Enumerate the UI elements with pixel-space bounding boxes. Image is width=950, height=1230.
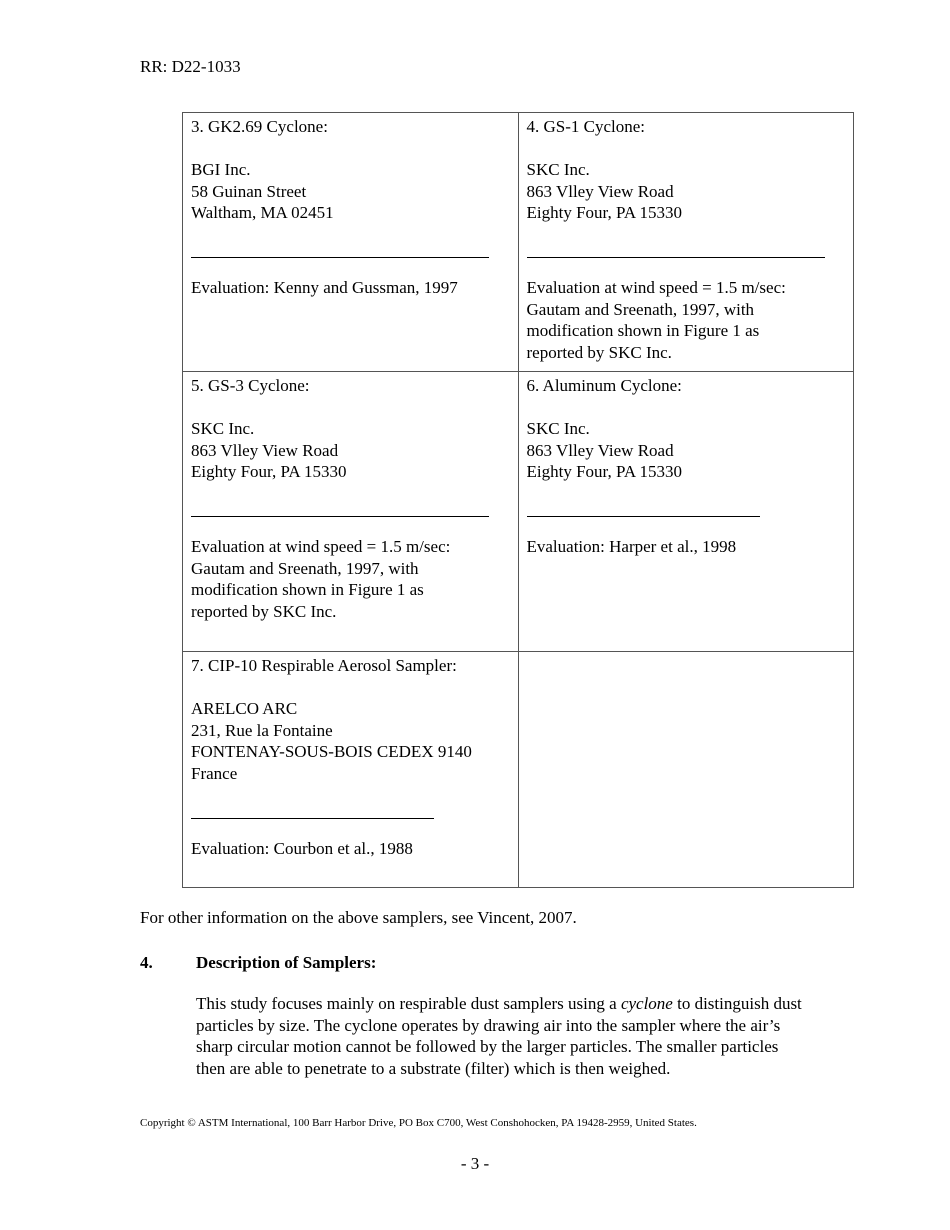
divider-rule <box>191 257 489 258</box>
samplers-table <box>182 112 854 888</box>
sampler-address-line: 58 Guinan Street <box>191 181 307 201</box>
page-number: - 3 - <box>460 1154 490 1173</box>
paragraph-text: This study focuses mainly on respirable dust samplers using a <box>196 994 617 1013</box>
sampler-title: 4. GS-1 Cyclone: <box>526 117 646 136</box>
section-paragraph <box>196 993 806 1079</box>
empty-cell <box>518 652 854 888</box>
sampler-address-line: Eighty Four, PA 15330 <box>526 203 682 222</box>
sampler-address-line: SKC Inc. <box>526 160 590 179</box>
sampler-evaluation: modification shown in Figure 1 as <box>526 321 760 340</box>
section-number: 4. <box>140 953 153 972</box>
sampler-evaluation: Evaluation: Kenny and Gussman, 1997 <box>191 278 458 297</box>
sampler-evaluation: Gautam and Sreenath, 1997, with <box>526 299 755 319</box>
sampler-address-line: France <box>191 763 238 783</box>
sampler-address-line: 863 Vlley View Road <box>526 181 674 201</box>
sampler-title: 3. GK2.69 Cyclone: <box>191 117 328 136</box>
sampler-cell-5 <box>183 372 519 652</box>
document-reference: RR: D22-1033 <box>140 57 241 76</box>
sampler-address-line: Eighty Four, PA 15330 <box>191 462 347 481</box>
table-row <box>183 113 854 372</box>
sampler-address-line: SKC Inc. <box>191 419 255 438</box>
sampler-evaluation: Evaluation at wind speed = 1.5 m/sec: <box>526 278 786 297</box>
sampler-title: 7. CIP-10 Respirable Aerosol Sampler: <box>191 656 457 675</box>
sampler-evaluation: Evaluation: Courbon et al., 1988 <box>191 838 413 858</box>
sampler-cell-7 <box>183 652 519 888</box>
divider-rule <box>527 257 825 258</box>
sampler-address-line: 863 Vlley View Road <box>191 440 339 460</box>
sampler-address-line: SKC Inc. <box>526 419 590 438</box>
divider-rule <box>191 818 434 819</box>
table-row <box>183 652 854 888</box>
sampler-title: 6. Aluminum Cyclone: <box>526 376 682 395</box>
sampler-evaluation: modification shown in Figure 1 as <box>191 580 424 599</box>
sampler-cell-3 <box>183 113 519 372</box>
sampler-address-line: 863 Vlley View Road <box>526 440 674 460</box>
reference-note: For other information on the above samplers, see Vincent, 2007. <box>140 908 577 927</box>
table-row <box>183 372 854 652</box>
divider-rule <box>527 516 760 517</box>
sampler-evaluation: Gautam and Sreenath, 1997, with <box>191 558 419 578</box>
sampler-title: 5. GS-3 Cyclone: <box>191 376 310 395</box>
sampler-address-line: 231, Rue la Fontaine <box>191 720 333 740</box>
copyright-notice: Copyright © ASTM International, 100 Barr Harbor Drive, PO Box C700, West Conshohocken, PA 19428-2959, United States. <box>140 1117 697 1129</box>
divider-rule <box>191 516 489 517</box>
sampler-address-line: Waltham, MA 02451 <box>191 203 334 222</box>
sampler-evaluation: reported by SKC Inc. <box>526 342 672 362</box>
sampler-cell-4 <box>518 113 854 372</box>
sampler-address-line: FONTENAY-SOUS-BOIS CEDEX 9140 <box>191 742 472 761</box>
sampler-address-line: BGI Inc. <box>191 160 251 179</box>
sampler-evaluation: Evaluation: Harper et al., 1998 <box>526 537 737 556</box>
paragraph-text: to distinguish dust particles by size. The cyclone operates by drawing air into the sampler where the air’s sharp circular motion cannot be followed by the larger particles. The smaller particles then are able to penetrate to a substrate (filter) which is then weighed. <box>196 994 802 1078</box>
section-heading <box>140 953 376 973</box>
sampler-address-line: Eighty Four, PA 15330 <box>526 462 682 481</box>
sampler-evaluation: reported by SKC Inc. <box>191 601 337 621</box>
sampler-cell-6 <box>518 372 854 652</box>
paragraph-emphasis: cyclone <box>620 994 673 1013</box>
sampler-evaluation: Evaluation at wind speed = 1.5 m/sec: <box>191 537 451 556</box>
sampler-address-line: ARELCO ARC <box>191 699 298 718</box>
section-title: Description of Samplers: <box>196 953 377 972</box>
